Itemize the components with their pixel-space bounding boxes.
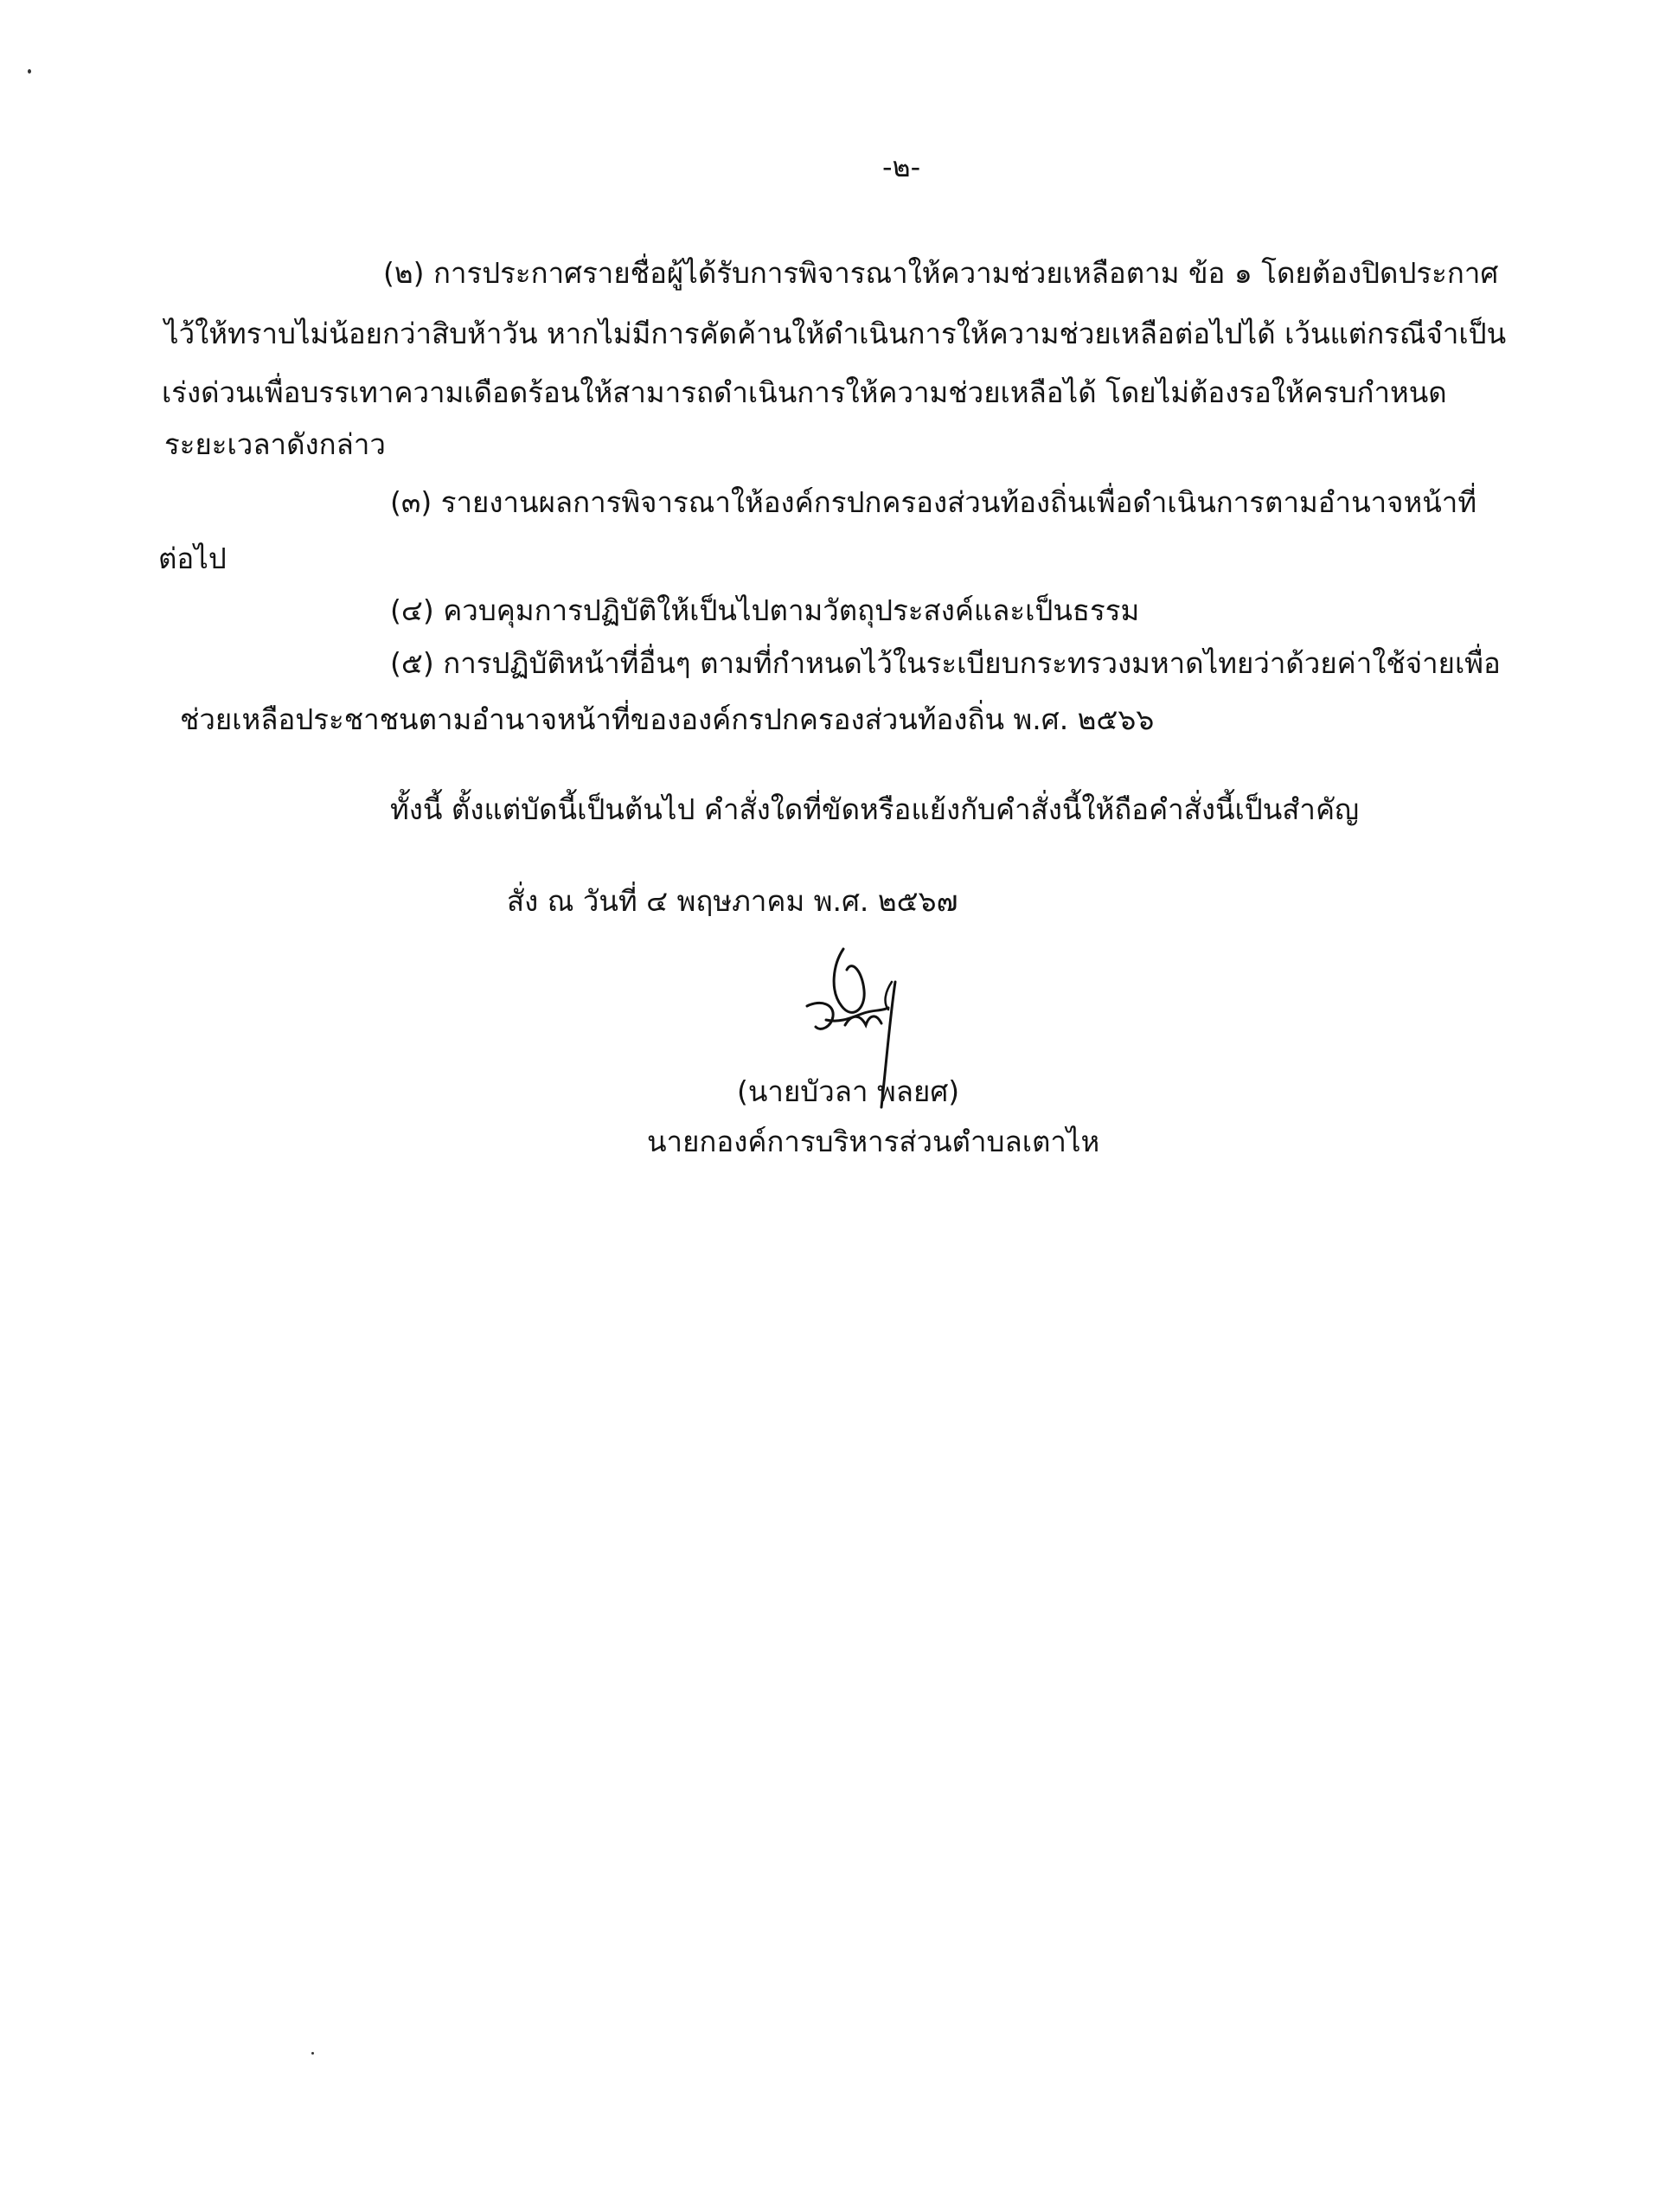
item-3-line-2: ต่อไป: [158, 542, 227, 575]
item-2-line-3: เร่งด่วนเพื่อบรรเทาความเดือดร้อนให้สามารถดำเนินการให้ความช่วยเหลือได้ โดยไม่ต้องรอให้ครบกำหนด: [162, 375, 1447, 409]
signatory-position: นายกองค์การบริหารส่วนตำบลเตาไห: [647, 1125, 1100, 1158]
page-number: -๒-: [882, 151, 921, 183]
item-3-line-1: (๓) รายงานผลการพิจารณาให้องค์กรปกครองส่วนท้องถิ่นเพื่อดำเนินการตามอำนาจหน้าที่: [390, 485, 1477, 519]
item-2-line-2: ไว้ให้ทราบไม่น้อยกว่าสิบห้าวัน หากไม่มีการคัดค้านให้ดำเนินการให้ความช่วยเหลือต่อไปได้ เว้นแต่กรณีจำเป็น: [164, 317, 1507, 350]
item-2-line-4: ระยะเวลาดังกล่าว: [164, 427, 386, 461]
item-2-line-1: (๒) การประกาศรายชื่อผู้ได้รับการพิจารณาให้ความช่วยเหลือตาม ข้อ ๑ โดยต้องปิดประกาศ: [383, 256, 1499, 290]
item-4-line-1: (๔) ควบคุมการปฏิบัติให้เป็นไปตามวัตถุประสงค์และเป็นธรรม: [390, 593, 1140, 627]
order-date: สั่ง ณ วันที่ ๔ พฤษภาคม พ.ศ. ๒๕๖๗: [507, 884, 958, 918]
scan-speck: [28, 69, 31, 74]
item-5-line-1: (๕) การปฏิบัติหน้าที่อื่นๆ ตามที่กำหนดไว้ในระเบียบกระทรวงมหาดไทยว่าด้วยค่าใช้จ่ายเพื่อ: [390, 646, 1501, 680]
effective-clause: ทั้งนี้ ตั้งแต่บัดนี้เป็นต้นไป คำสั่งใดที่ขัดหรือแย้งกับคำสั่งนี้ให้ถือคำสั่งนี้เป็นสำคัญ: [390, 792, 1360, 826]
item-5-line-2: ช่วยเหลือประชาชนตามอำนาจหน้าที่ขององค์กรปกครองส่วนท้องถิ่น พ.ศ. ๒๕๖๖: [180, 702, 1155, 736]
signatory-name: (นายบัวลา พลยศ): [737, 1074, 960, 1108]
scan-speck: [311, 2052, 314, 2055]
